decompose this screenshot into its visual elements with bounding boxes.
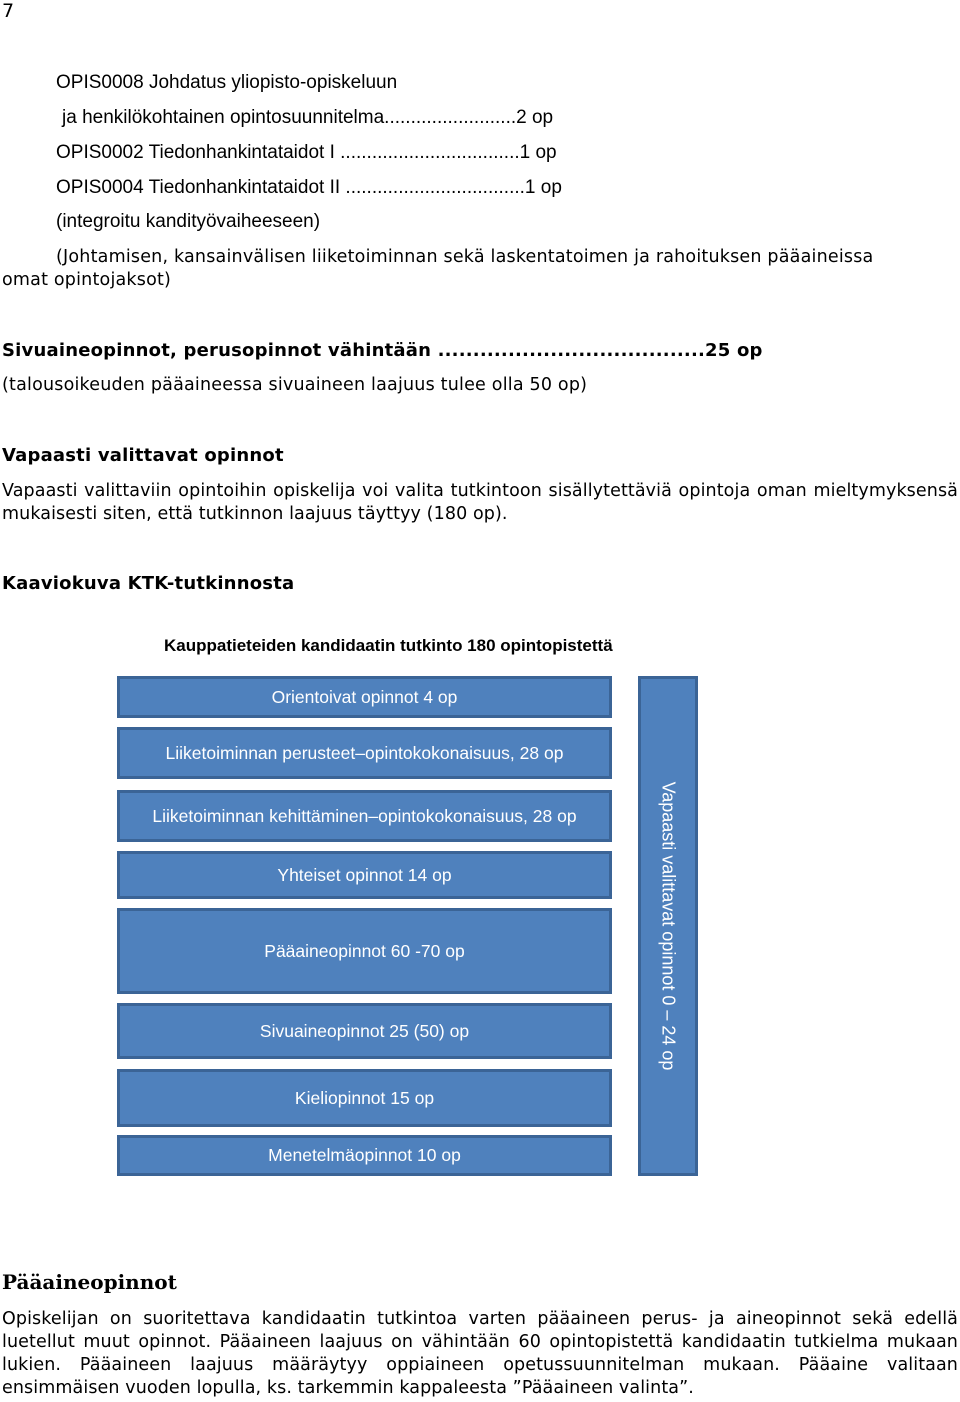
course-line: OPIS0002 Tiedonhankintataidot I ..................................1 op [56, 142, 557, 163]
diagram-side-box [638, 676, 698, 1176]
note-line: (Johtamisen, kansainvälisen liiketoiminnan sekä laskentatoimen ja rahoituksen pääaineissa [56, 247, 874, 267]
diagram-box-label: Yhteiset opinnot 14 op [277, 864, 452, 885]
course-line: OPIS0008 Johdatus yliopisto-opiskeluun [56, 72, 398, 93]
course-line: ja henkilökohtainen opintosuunnitelma.........................2 op [62, 107, 554, 128]
diagram-box-label: Kieliopinnot 15 op [294, 1087, 435, 1108]
note-line: omat opintojaksot) [2, 270, 172, 290]
diagram-box [117, 727, 612, 779]
major-heading: Pääaineopinnot [2, 1270, 177, 1294]
diagram-box [117, 1003, 612, 1059]
diagram-box-label: Orientoivat opinnot 4 op [271, 686, 458, 707]
free-heading: Vapaasti valittavat opinnot [2, 445, 284, 466]
diagram-box [117, 790, 612, 842]
diagram-box [117, 1135, 612, 1176]
diagram-box [117, 908, 612, 994]
diagram-title: Kauppatieteiden kandidaatin tutkinto 180 opintopistettä [164, 636, 613, 655]
page-number: 7 [2, 0, 15, 22]
diagram-side-label: Vapaasti valittavat opinnot 0 – 24 op [658, 781, 679, 1071]
diagram-box-label: Sivuaineopinnot 25 (50) op [259, 1020, 470, 1041]
diagram-box [117, 676, 612, 718]
diagram-box-label: Menetelmäopinnot 10 op [268, 1145, 461, 1165]
course-line: (integroitu kandityövaiheeseen) [56, 211, 321, 232]
diagram-box [117, 851, 612, 899]
minor-heading: Sivuaineopinnot, perusopinnot vähintään ......................................25 op [2, 340, 763, 361]
free-paragraph: Vapaasti valittaviin opintoihin opiskelija voi valita tutkintoon sisällytettäviä opintoja oman mieltymyksensä mukaisesti siten, että tutkinnon laajuus täyttyy (180 op). [2, 481, 958, 524]
diagram-box-label: Liiketoiminnan kehittäminen–opintokokonaisuus, 28 op [152, 805, 577, 826]
major-paragraph: Opiskelijan on suoritettava kandidaatin tutkintoa varten pääaineen perus- ja aineopinnot sekä edellä luetellut muut opinnot. Pääaineen laajuus on vähintään 60 opintopistettä kandidaatin tutkielma mukaan lukien. Pääaineen laajuus määräytyy oppiaineen opetussuunnitelman mukaan. Pääaine valitaan ensimmäisen vuoden lopulla, ks. tarkemmin kappaleesta ”Pääaineen valinta”. [2, 1309, 958, 1398]
diagram-box-label: Liiketoiminnan perusteet–opintokokonaisuus, 28 op [165, 742, 564, 763]
diagram-box [117, 1069, 612, 1127]
minor-note: (talousoikeuden pääaineessa sivuaineen laajuus tulee olla 50 op) [2, 375, 588, 395]
diagram-box-label: Pääaineopinnot 60 -70 op [264, 940, 465, 961]
course-line: OPIS0004 Tiedonhankintataidot II ..................................1 op [56, 177, 562, 198]
diagram-heading: Kaaviokuva KTK-tutkinnosta [2, 573, 295, 594]
